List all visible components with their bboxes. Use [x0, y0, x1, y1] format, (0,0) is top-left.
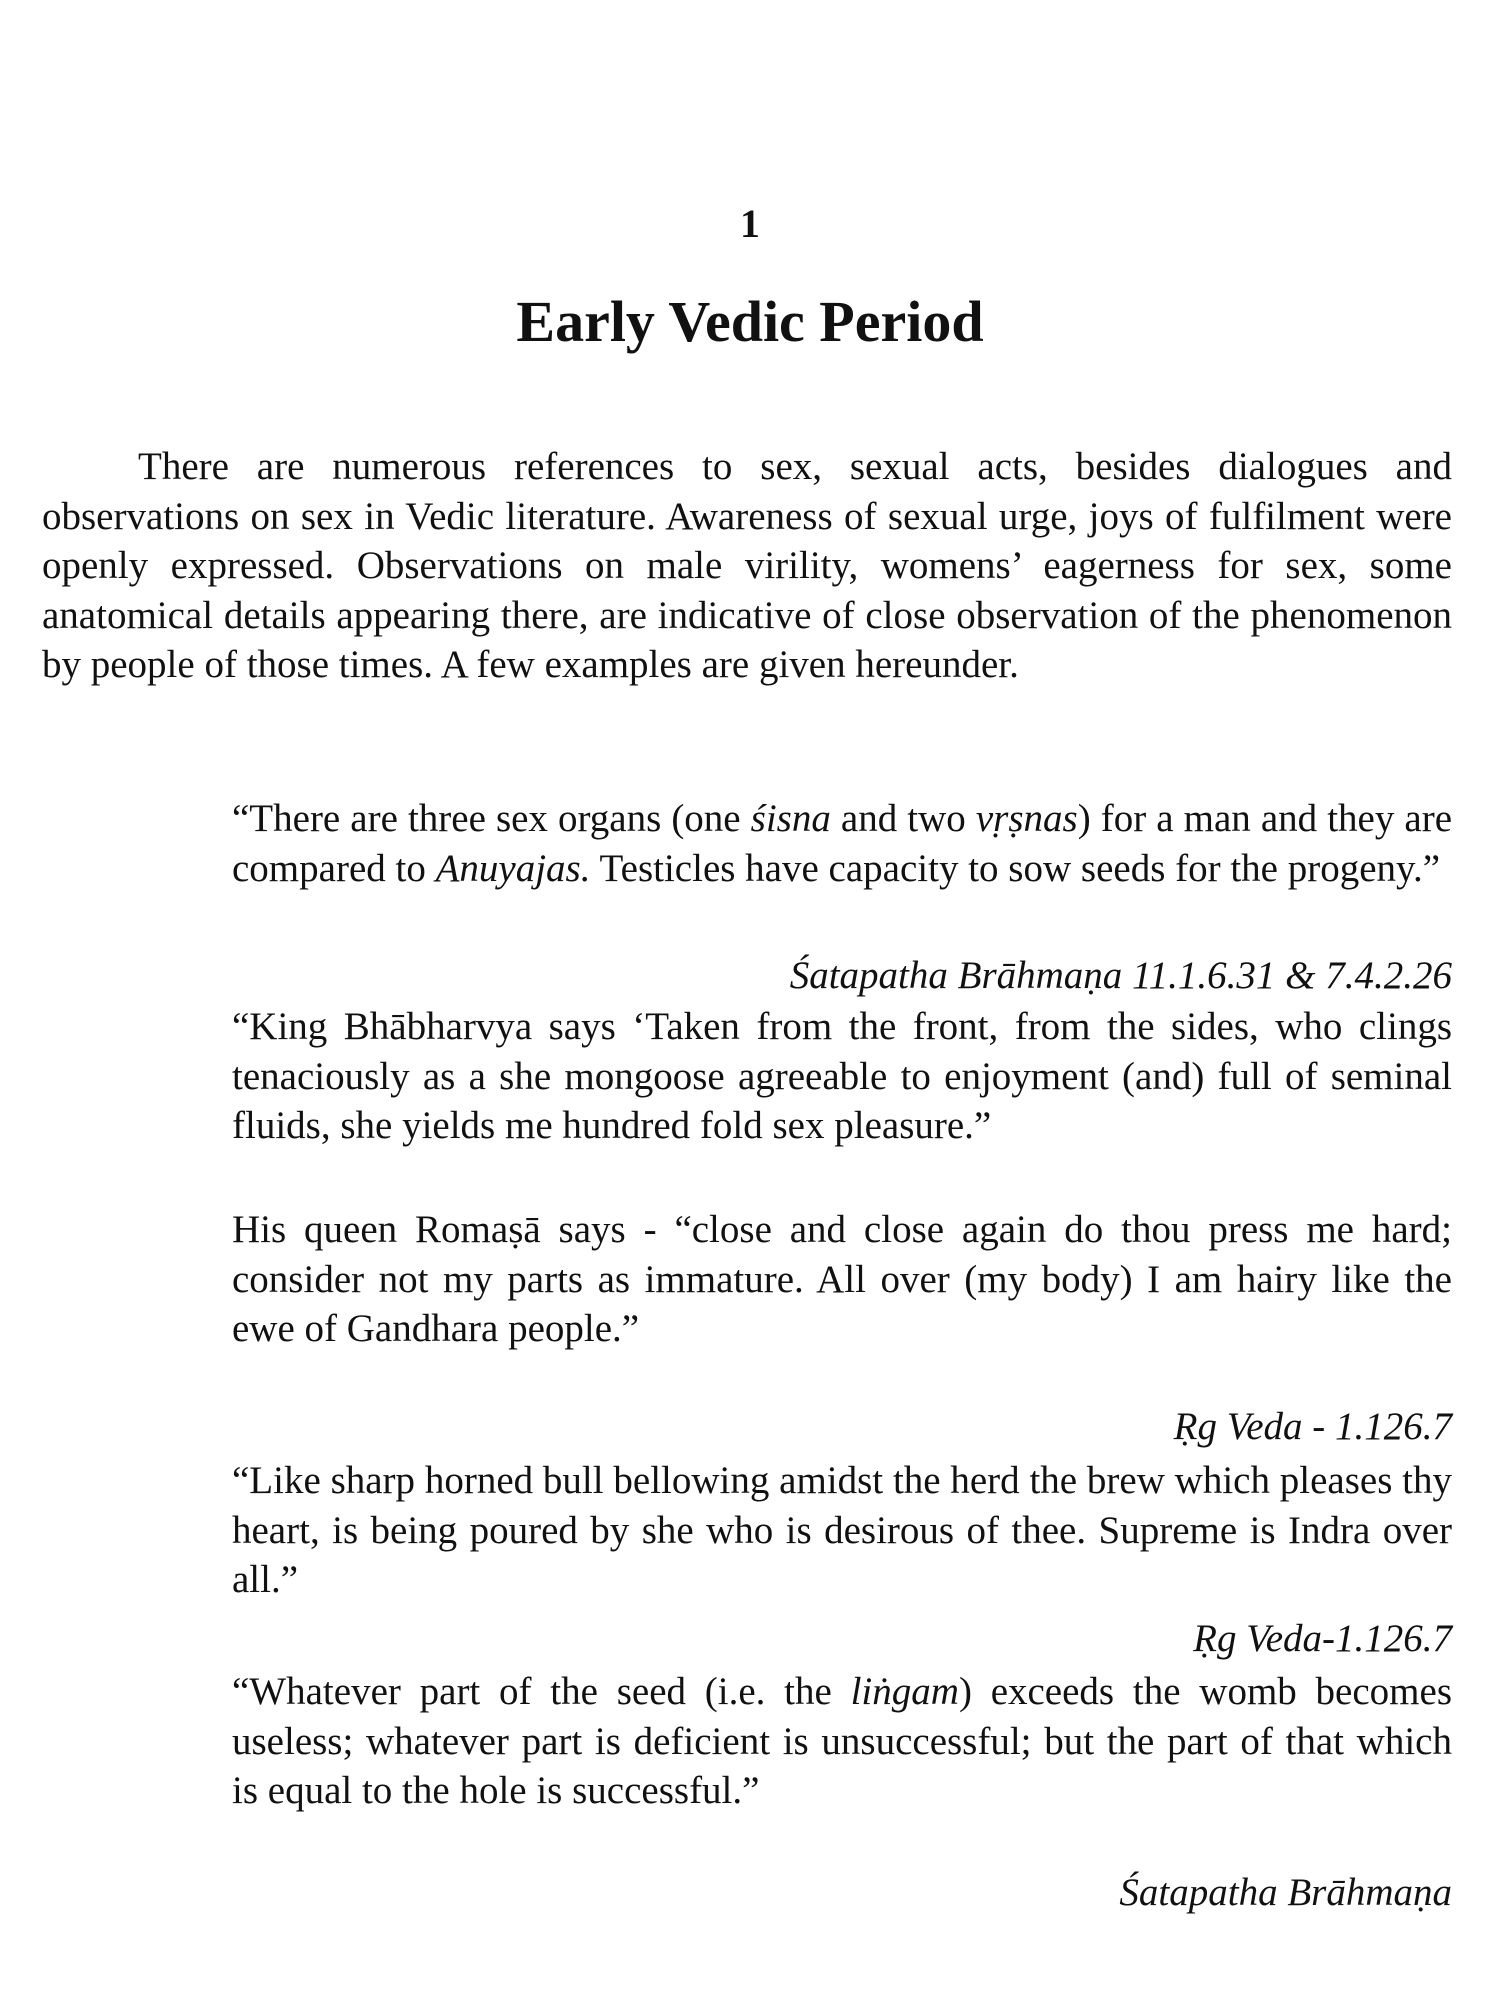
quote-text: and two: [830, 797, 976, 840]
chapter-title: Early Vedic Period: [516, 289, 984, 354]
source-citation: Ṛg Veda-1.126.7: [1193, 1617, 1452, 1660]
quote-text: ) exceeds the womb becomes useless; whatever part is deficient is unsuccessful; but the part of that which is equal to the hole is successful.”: [232, 1670, 1452, 1812]
term-lingam: liṅgam: [850, 1670, 959, 1713]
source-citation: Śatapatha Brāhmaṇa 11.1.6.31 & 7.4.2.26: [789, 954, 1452, 997]
term-sisna: śisna: [750, 797, 831, 840]
quote-king-bhabharvya: “King Bhābharvya says ‘Taken from the front, from the sides, who clings tenaciously as a she mongoose agreeable to enjoyment (and) full of seminal fluids, she yields me hundred fold sex pleasure.”: [232, 1005, 1452, 1147]
term-vrsnas: vṛṣnas: [975, 797, 1078, 840]
chapter-number: 1: [740, 201, 760, 246]
quote-text: ) for a man and they are compared to: [232, 797, 1453, 890]
quote-text: Testicles have capacity to sow seeds for the progeny.”: [590, 846, 1441, 890]
quote-text: “There are three sex organs (one: [232, 797, 751, 840]
quote-satapatha-organs: [232, 794, 1452, 893]
quote-queen-romasa: His queen Romaṣā says - “close and close again do thou press me hard; consider not my parts as immature. All over (my body) I am hairy like the ewe of Gandhara people.”: [232, 1208, 1452, 1350]
intro-paragraph: There are numerous references to sex, sexual acts, besides dialogues and observations on sex in Vedic literature. Awareness of sexual urge, joys of fulfilment were openly expressed. Observations on male virility, womens’ eagerness for sex, some anatomical details appearing there, are indicative of close observation of the phenomenon by people of those times. A few examples are given hereunder.: [42, 445, 1452, 686]
quote-text: “Whatever part of the seed (i.e. the: [232, 1670, 851, 1713]
source-citation: Ṛg Veda - 1.126.7: [1173, 1405, 1452, 1448]
quote-seed-lingam: [232, 1667, 1452, 1816]
term-anuyajas: Anuyajas.: [435, 846, 591, 890]
source-citation: Śatapatha Brāhmaṇa: [1119, 1871, 1452, 1914]
quote-sharp-horned-bull: “Like sharp horned bull bellowing amidst the herd the brew which pleases thy heart, is being poured by she who is desirous of thee. Supreme is Indra over all.”: [232, 1459, 1452, 1601]
